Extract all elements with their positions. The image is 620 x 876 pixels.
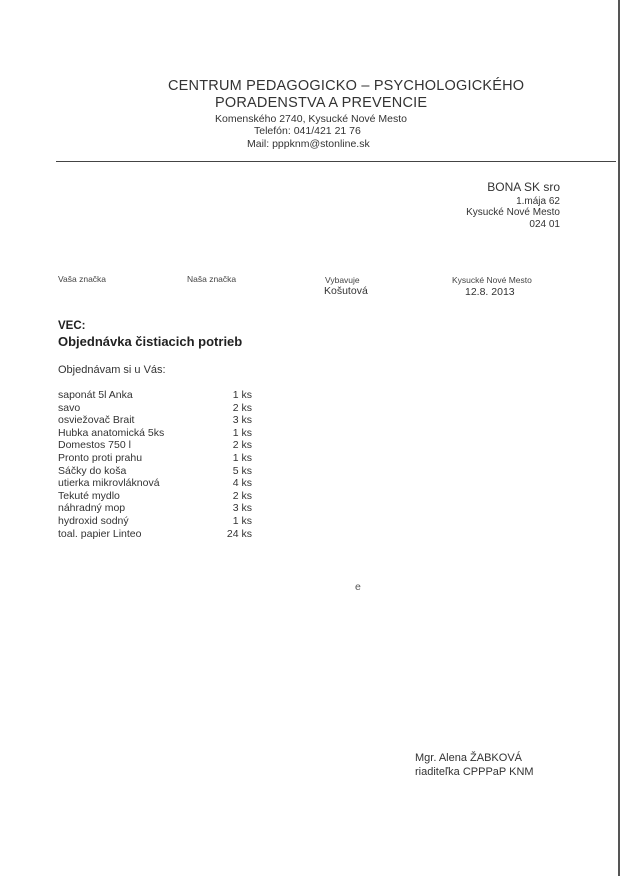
item-qty: 2 ks — [232, 401, 252, 414]
item-name: saponát 5l Anka — [58, 389, 133, 401]
subject-title: Objednávka čistiacich potrieb — [58, 334, 243, 349]
item-qty: 2 ks — [232, 489, 252, 502]
item-qty: 1 ks — [232, 451, 252, 464]
list-item — [58, 389, 258, 402]
item-qty: 1 ks — [232, 514, 252, 527]
our-ref-label: Naša značka — [187, 274, 237, 284]
item-name: Pronto proti prahu — [58, 451, 143, 464]
recipient-street: 1.mája 62 — [516, 196, 560, 207]
handled-by-label: Vybavuje — [325, 275, 360, 285]
signatory-name: Mgr. Alena ŽABKOVÁ — [415, 752, 522, 764]
item-name: hydroxid sodný — [58, 514, 129, 527]
item-name: náhradný mop — [58, 502, 126, 515]
item-qty: 24 ks — [226, 527, 252, 540]
recipient-name: BONA SK sro — [487, 180, 560, 194]
list-item — [58, 414, 258, 427]
org-mail: Mail: pppknm@stonline.sk — [247, 138, 370, 150]
order-items — [58, 389, 258, 540]
item-qty: 4 ks — [232, 477, 252, 490]
org-address: Komenského 2740, Kysucké Nové Mesto — [215, 113, 408, 125]
item-name: savo — [58, 401, 81, 414]
list-item — [58, 452, 258, 465]
list-item — [58, 502, 258, 515]
handled-by-value: Košutová — [324, 285, 368, 297]
item-name: osviežovač Brait — [58, 414, 135, 427]
list-item — [58, 439, 258, 452]
order-intro: Objednávam si u Vás: — [58, 364, 166, 376]
list-item — [58, 427, 258, 440]
item-qty: 1 ks — [232, 426, 252, 439]
item-qty: 1 ks — [232, 389, 252, 401]
your-ref-label: Vaša značka — [58, 274, 107, 284]
signatory-role: riaditeľka CPPPaP KNM — [415, 766, 534, 778]
item-name: Tekuté mydlo — [58, 489, 120, 502]
item-name: utierka mikrovláknová — [58, 477, 160, 490]
item-name: toal. papier Linteo — [58, 527, 142, 540]
org-name-line2: PORADENSTVA A PREVENCIE — [215, 95, 428, 111]
item-qty: 2 ks — [232, 439, 252, 452]
list-item — [58, 402, 258, 415]
list-item — [58, 465, 258, 478]
header-divider — [56, 161, 616, 162]
item-name: Domestos 750 l — [58, 439, 131, 452]
recipient-city: Kysucké Nové Mesto — [466, 207, 560, 218]
item-qty: 3 ks — [232, 502, 252, 515]
subject-label: VEC: — [58, 320, 86, 332]
item-name: Hubka anatomická 5ks — [58, 426, 165, 439]
stray-mark: e — [355, 581, 361, 593]
list-item — [58, 515, 258, 528]
place-label: Kysucké Nové Mesto — [452, 275, 532, 285]
item-name: Sáčky do koša — [58, 464, 127, 477]
org-phone: Telefón: 041/421 21 76 — [254, 125, 361, 137]
item-qty: 5 ks — [232, 464, 252, 477]
list-item — [58, 477, 258, 490]
date-value: 12.8. 2013 — [465, 286, 515, 298]
org-name-line1: CENTRUM PEDAGOGICKO – PSYCHOLOGICKÉHO — [168, 78, 525, 94]
list-item — [58, 528, 258, 541]
item-qty: 3 ks — [232, 414, 252, 427]
recipient-zip: 024 01 — [529, 219, 560, 230]
list-item — [58, 490, 258, 503]
